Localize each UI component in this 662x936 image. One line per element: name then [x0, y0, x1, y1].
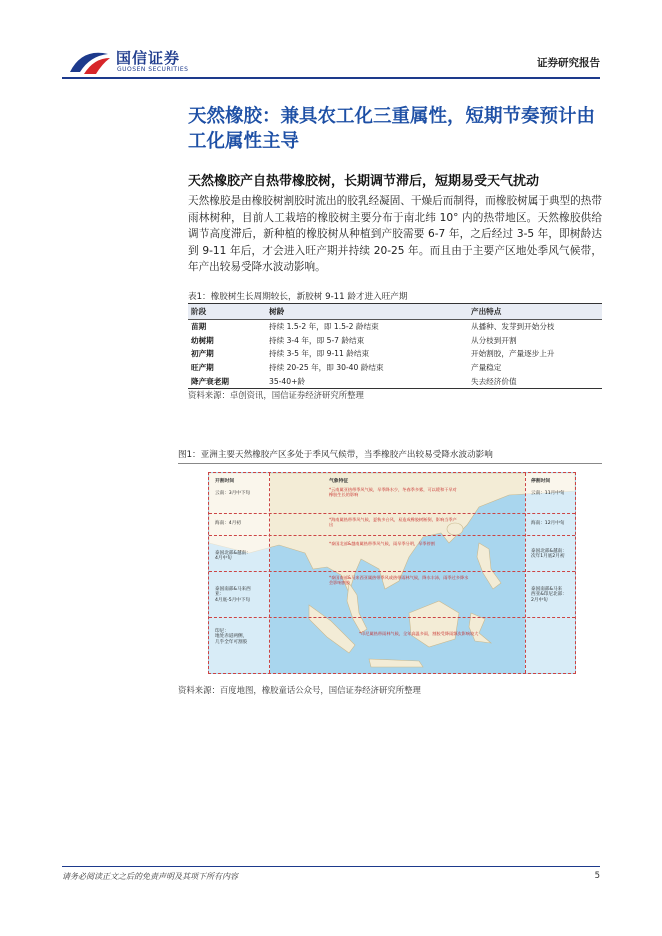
growth-stage-table — [188, 303, 602, 389]
section-title: 天然橡胶：兼具农工化三重属性，短期节奏预计由工化属性主导 — [188, 106, 596, 152]
table-cell-output: 开始割胶，产量逐步上升 — [471, 349, 555, 359]
report-type-label: 证券研究报告 — [537, 57, 600, 69]
section-subtitle: 天然橡胶产自热带橡胶树，长期调节滞后，短期易受天气扰动 — [188, 174, 540, 189]
map-band-divider — [209, 571, 575, 572]
rubber-region-map — [208, 472, 576, 674]
map-band-divider — [209, 617, 575, 618]
table-row — [188, 361, 602, 375]
map-land-malay-peninsula — [347, 583, 367, 633]
map-right-header: 停割时间 — [531, 479, 551, 484]
map-land-java — [369, 659, 423, 667]
map-stop-label: 泰国南部&马来 西亚&印尼北部： 2月中旬 — [531, 587, 567, 603]
table-cell-stage: 初产期 — [191, 349, 214, 359]
table-header-stage: 阶段 — [188, 304, 266, 320]
map-start-label: 云南：3月中下旬 — [215, 491, 251, 496]
table-cell-age: 持续 3-4 年，即 5-7 龄结束 — [269, 335, 365, 345]
map-stop-label: 泰国北部&越南： 次年1月底2月初 — [531, 549, 567, 560]
figure-caption: 图1：亚洲主要天然橡胶产区多处于季风气候带，当季橡胶产出较易受降水波动影响 — [178, 448, 602, 464]
map-land-borneo — [409, 601, 459, 647]
header-divider — [62, 77, 600, 79]
map-center-header: 气象特征 — [329, 479, 349, 484]
figure-source-note: 资料来源：百度地图，橡胶童话公众号，国信证券经济研究所整理 — [178, 685, 421, 695]
logo-icon — [68, 46, 112, 78]
map-band-divider — [209, 535, 575, 536]
table-cell-age: 持续 20-25 年，即 30-40 龄结束 — [269, 363, 384, 373]
table-cell-age: 持续 3-5 年，即 9-11 龄结束 — [269, 349, 370, 359]
map-start-label: 泰国南部&马来西 亚： 4月底-5月中下旬 — [215, 587, 251, 603]
map-climate-note: *云南属亚热带季风气候，旱季降水少，冬春季多雾，可以缓和干旱对橡胶生长的影响 — [329, 487, 457, 497]
table-cell-output: 从播种、发芽到开始分枝 — [471, 322, 555, 332]
table-cell-stage: 降产衰老期 — [188, 374, 266, 388]
table-cell-age: 持续 1.5-2 年，即 1.5-2 龄结束 — [269, 322, 379, 332]
page-number: 5 — [594, 871, 600, 881]
table-cell-age: 35-40+龄 — [266, 374, 468, 388]
table-source-note: 资料来源：卓创资讯，国信证券经济研究所整理 — [188, 390, 364, 400]
table-cell-output: 从分枝到开割 — [471, 335, 517, 345]
map-start-label: 印尼： 地处赤道两侧， 几乎全年可割胶 — [215, 629, 248, 645]
map-climate-note: *印尼属热带雨林气候，全年高温多雨，割胶受降雨频次影响较大 — [359, 631, 479, 636]
table-header-output: 产出特点 — [468, 304, 602, 320]
table-row — [188, 334, 602, 348]
footer-disclaimer: 请务必阅读正文之后的免责声明及其项下所有内容 — [62, 872, 238, 881]
table-cell-output: 失去经济价值 — [468, 374, 602, 388]
table-cell-output: 产量稳定 — [471, 363, 502, 373]
table-header-age: 树龄 — [266, 304, 468, 320]
map-band-divider — [209, 513, 575, 514]
map-land-sumatra — [309, 605, 355, 653]
map-left-header: 开割时间 — [215, 479, 235, 484]
map-start-label: 泰国北部&越南： 4月中旬 — [215, 551, 251, 562]
map-stop-label: 海南：12月中旬 — [531, 521, 565, 526]
table-row — [188, 347, 602, 361]
map-climate-note: *泰国南部&马来西亚属热带季风或热带雨林气候，降水丰沛，雨季过多降水会影响割胶 — [329, 575, 469, 585]
footer-divider — [62, 866, 600, 867]
map-start-label: 海南：4月初 — [215, 521, 241, 526]
table-caption: 表1：橡胶树生长周期较长，新胶树 9-11 龄才进入旺产期 — [188, 292, 408, 302]
map-right-panel — [525, 473, 576, 673]
map-climate-note: *海南属热带季风气候，夏秋多台风，易造成橡胶树断倒，影响当季产出 — [329, 517, 457, 527]
table-row — [188, 320, 602, 334]
body-paragraph: 天然橡胶是由橡胶树割胶时流出的胶乳经凝固、干燥后而制得，而橡胶树属于典型的热带雨林树种，目前人工栽培的橡胶树主要分布于南北纬 10° 内的热带地区。天然橡胶供给调节高度滞后，新种植的橡胶树从种植到产胶需要 6-7 年，之后经过 3-5 年，即树龄达到 9-11 年后，才会进入旺产期并持续 20-25 年。而且由于主要产区地处季风气候带，年产出较易受降水波动影响。 — [188, 195, 602, 274]
map-land-philippines — [477, 543, 501, 589]
map-climate-note: *泰国北部&越南属热带季风气候，雨旱季分明，旱季停割 — [329, 541, 435, 546]
table-cell-stage: 幼树期 — [191, 335, 214, 345]
table-header-row — [188, 304, 602, 320]
logo-text: 国信证券 — [116, 49, 181, 67]
table-cell-stage: 苗期 — [191, 322, 207, 332]
logo-subtext: GUOSEN SECURITIES — [117, 66, 189, 73]
table-cell-stage: 旺产期 — [191, 363, 214, 373]
table-row — [188, 374, 602, 388]
map-stop-label: 云南：11月中旬 — [531, 491, 565, 496]
